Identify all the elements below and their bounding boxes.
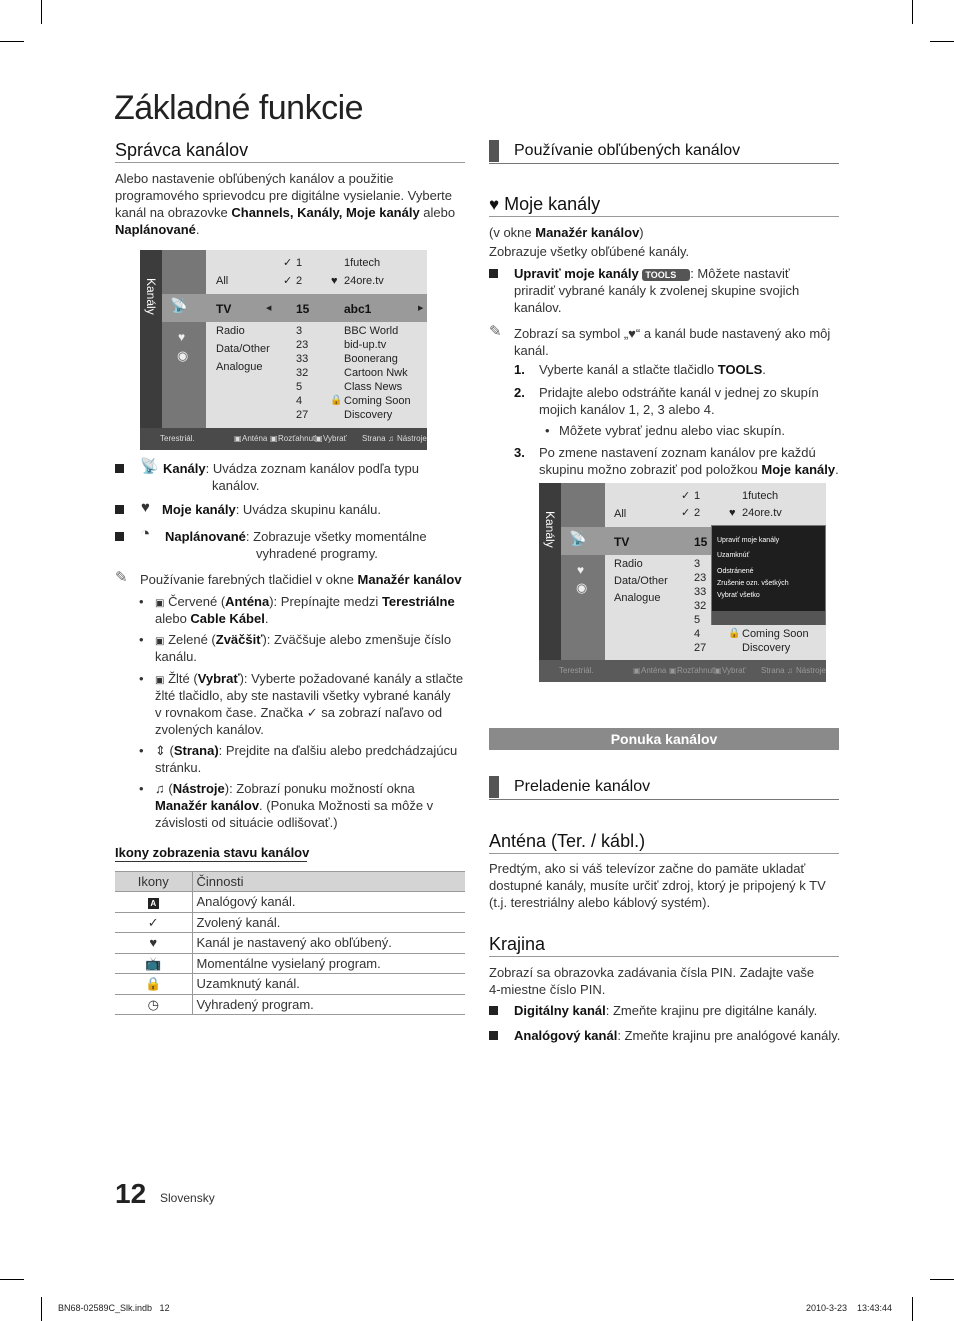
clock-icon: ◉ bbox=[177, 348, 189, 363]
selected-row bbox=[162, 294, 427, 322]
icons-table bbox=[115, 871, 465, 1015]
print-date: 2010-3-23 13:43:44 bbox=[806, 1303, 893, 1313]
button-a-icon: ▣ bbox=[234, 434, 242, 443]
file-info: BN68-02589C_Slk.indb 12 bbox=[58, 1303, 170, 1313]
bar-title-oblubene: Používanie obľúbených kanálov bbox=[489, 140, 839, 162]
menu-item-zrusenie[interactable]: Zrušenie ozn. všetkých bbox=[717, 580, 789, 587]
my-channels-screen: Kanály 📡 ♥ ◉ ✓ 1 1futech All ✓ 2 ♥ 24ore.tv TV 15 Radio Data/Other Analogue 3 23 33 32 5 4 27 🔒 Coming Soon Discovery Upraviť moje kanály Uzamknúť Odstránené Zrušenie ozn. všetkých Vybrať všetko Terestriál. ▣ Anténa ▣ Rozťahnuť ▣ Vybrať Strana ♫ Nástroje bbox=[539, 483, 826, 682]
yellow-button-icon: ▣ bbox=[155, 675, 165, 686]
arrow-right-icon: ▶ bbox=[418, 305, 424, 312]
check-icon: ✓ bbox=[681, 490, 691, 502]
status-bar: Terestriál. ▣ Anténa ▣ Rozťahnuť ▣ Vybrať Strana ♫ Nástroje bbox=[539, 660, 826, 682]
table-row: ♥ Kanál je nastavený ako obľúbený. bbox=[115, 933, 465, 954]
table-row: ◷ Vyhradený program. bbox=[115, 994, 465, 1015]
heart-icon: ♥ bbox=[729, 507, 736, 519]
menu-item-vybrat[interactable]: Vybrať všetko bbox=[717, 592, 760, 599]
section-rule bbox=[115, 162, 465, 163]
button-b-icon: ▣ bbox=[669, 666, 677, 675]
table-header: Činnosti bbox=[192, 872, 465, 892]
crop-mark bbox=[912, 1297, 913, 1321]
side-tab: Kanály bbox=[539, 483, 561, 682]
ponuka-kanalov-bar: Ponuka kanálov bbox=[489, 728, 839, 750]
crop-mark bbox=[0, 41, 24, 42]
table-title: Ikony zobrazenia stavu kanálov bbox=[115, 845, 310, 860]
lock-icon: 🔒 bbox=[330, 395, 343, 406]
crop-mark bbox=[41, 1297, 42, 1321]
krajina-paragraph: Zobrazí sa obrazovka zadávania čísla PIN. Zadajte vaše 4-miestne číslo PIN. bbox=[489, 965, 815, 997]
heart-icon: ♥ bbox=[178, 330, 186, 344]
section-rule bbox=[489, 853, 839, 854]
satellite-icon: 📡 bbox=[170, 297, 188, 313]
table-title-rule bbox=[115, 861, 307, 862]
crop-mark bbox=[0, 1279, 24, 1280]
button-c-icon: ▣ bbox=[714, 666, 722, 675]
clock-icon: ◉ bbox=[576, 580, 588, 595]
table-row: 📺 Momentálne vysielaný program. bbox=[115, 953, 465, 974]
tools-icon: ♫ bbox=[787, 666, 793, 675]
button-c-icon: ▣ bbox=[315, 434, 323, 443]
channel-manager-screen: Kanály 📡 ♥ ◉ ✓ 1 1futech All ✓ 2 ♥ 24ore.tv TV ◀ 15 abc1 ▶ Radio Data/Other Analogue 3 23 33 32 5 4 27 BBC World bid-up.tv Boonerang Cartoon Nwk Class News 🔒 Coming Soon Discovery Terestriál. ▣ Anténa ▣ Rozťahnuť ▣ Vybrať Strana ♫ Nástroje bbox=[140, 250, 427, 450]
button-b-icon: ▣ bbox=[270, 434, 278, 443]
page-number: 12 bbox=[115, 1178, 147, 1209]
antena-paragraph: Predtým, ako si váš televízor začne do pamäte ukladať dostupné kanály, musíte určiť zdroj, ktorý je pripojený k TV (t.j. terestriálny alebo káblový systém). bbox=[489, 861, 826, 910]
section-title-moje: ♥ Moje kanály bbox=[489, 194, 601, 214]
tools-menu bbox=[711, 525, 826, 625]
heart-icon: ♥ bbox=[331, 275, 338, 287]
heart-icon: ♥ bbox=[141, 499, 150, 516]
red-button-icon: ▣ bbox=[155, 598, 165, 609]
status-bar: Terestriál. ▣ Anténa ▣ Rozťahnuť ▣ Vybrať Strana ♫ Nástroje bbox=[140, 428, 427, 450]
menu-item-upravit[interactable]: Upraviť moje kanály bbox=[717, 537, 780, 544]
table-header: Ikony bbox=[115, 872, 192, 892]
green-button-icon: ▣ bbox=[155, 636, 165, 647]
intro-paragraph: Alebo nastavenie obľúbených kanálov a použitie programového sprievodcu pre digitálne vysielanie. Vyberte kanál na obrazovke Channels, Kanály, Moje kanály alebo Naplánované. bbox=[115, 171, 456, 237]
menu-item-uzamknut[interactable]: Uzamknúť bbox=[717, 552, 750, 559]
table-row: 🔒 Uzamknutý kanál. bbox=[115, 974, 465, 995]
satellite-icon: 📡 bbox=[140, 458, 159, 475]
tv-icon: 📺 bbox=[145, 955, 162, 971]
note-pencil-icon: ✎ bbox=[115, 569, 128, 586]
antenna-a-icon: A bbox=[148, 898, 159, 909]
section-rule bbox=[489, 216, 839, 217]
page-updown-icon: ⇕ bbox=[155, 743, 166, 758]
crop-mark bbox=[930, 1279, 954, 1280]
page-title: Základné funkcie bbox=[114, 89, 364, 127]
side-tab: Kanály bbox=[140, 250, 162, 450]
tools-icon: ♫ bbox=[388, 434, 394, 443]
heart-icon: ♥ bbox=[149, 935, 158, 951]
checkmark-icon: ✓ bbox=[147, 914, 159, 930]
section-title-krajina: Krajina bbox=[489, 934, 546, 954]
moje-subtitle: (v okne Manažér kanálov) bbox=[489, 225, 644, 240]
crop-mark bbox=[912, 0, 913, 24]
check-icon: ✓ bbox=[681, 507, 691, 519]
button-a-icon: ▣ bbox=[633, 666, 641, 675]
tools-badge: TOOLS bbox=[642, 269, 690, 281]
satellite-icon: 📡 bbox=[569, 530, 587, 546]
clock-icon: ◷ bbox=[147, 996, 159, 1012]
table-row: A Analógový kanál. bbox=[115, 892, 465, 913]
heart-icon: ♥ bbox=[489, 195, 500, 214]
check-icon: ✓ bbox=[283, 257, 293, 269]
section-title-antena: Anténa (Ter. / kábl.) bbox=[489, 831, 646, 851]
crop-mark bbox=[41, 0, 42, 24]
arrow-left-icon: ◀ bbox=[266, 305, 272, 312]
crop-mark bbox=[930, 41, 954, 42]
clock-icon: ◔ bbox=[140, 524, 151, 543]
checkmark-icon: ✓ bbox=[306, 705, 318, 720]
tools-icon: ♫ bbox=[155, 781, 165, 796]
moje-description: Zobrazuje všetky obľúbené kanály. bbox=[489, 244, 690, 259]
heart-icon: ♥ bbox=[628, 326, 636, 341]
heart-icon: ♥ bbox=[577, 563, 585, 577]
section-title-spravca: Správca kanálov bbox=[115, 140, 249, 160]
section-rule bbox=[489, 956, 839, 957]
check-icon: ✓ bbox=[283, 275, 293, 287]
table-row: ✓ Zvolený kanál. bbox=[115, 912, 465, 933]
language-label: Slovensky bbox=[160, 1191, 215, 1205]
lock-icon: 🔒 bbox=[145, 976, 162, 992]
note-pencil-icon: ✎ bbox=[489, 323, 502, 340]
menu-item-odstranene[interactable]: Odstránené bbox=[717, 568, 754, 575]
lock-icon: 🔒 bbox=[728, 628, 741, 639]
bar-title-preladenie: Preladenie kanálov bbox=[489, 776, 839, 798]
